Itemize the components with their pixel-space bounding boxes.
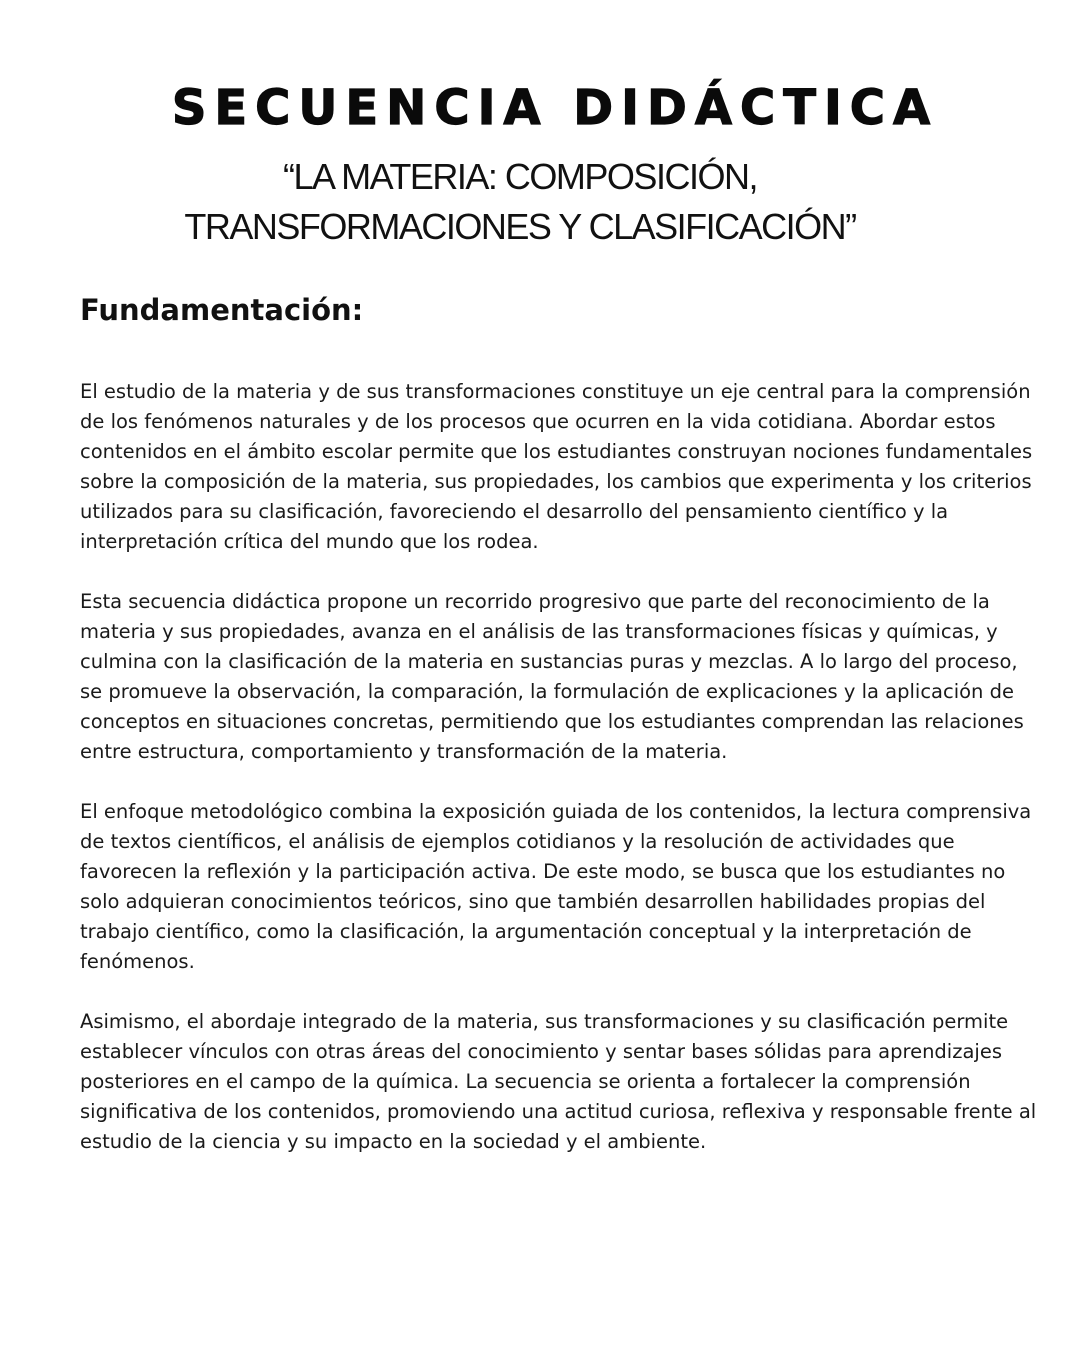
subtitle-line-2: TRANSFORMACIONES Y CLASIFICACIÓN” bbox=[184, 206, 856, 247]
paragraph-1: El estudio de la materia y de sus transformaciones constituye un eje central para la comprensión de los fenómenos naturales y de los procesos que ocurren en la vida cotidiana. Abordar estos contenidos en el ámbito escolar permite que los estudiantes construyan nociones fundamentales sobre la composición de la materia, sus propiedades, los cambios que experimenta y los criterios utilizados para su clasificación, favoreciendo el desarrollo del pensamiento científico y la interpretación crítica del mundo que los rodea. bbox=[80, 380, 1033, 553]
paragraph-2: Esta secuencia didáctica propone un recorrido progresivo que parte del reconocimiento de la materia y sus propiedades, avanza en el análisis de las transformaciones físicas y químicas, y culmina con la clasificación de la materia en sustancias puras y mezclas. A lo largo del proceso, se promueve la observación, la comparación, la formulación de explicaciones y la aplicación de conceptos en situaciones concretas, permitiendo que los estudiantes comprendan las relaciones entre estructura, comportamiento y transformación de la materia. bbox=[80, 590, 1024, 763]
document-title: SECUENCIA DIDÁCTICA bbox=[171, 80, 939, 136]
document-subtitle bbox=[0, 152, 1040, 252]
paragraph-4: Asimismo, el abordaje integrado de la materia, sus transformaciones y su clasificación permite establecer vínculos con otras áreas del conocimiento y sentar bases sólidas para aprendizajes posteriores en el campo de la química. La secuencia se orienta a fortalecer la comprensión significativa de los contenidos, promoviendo una actitud curiosa, reflexiva y responsable frente al estudio de la ciencia y su impacto en la sociedad y el ambiente. bbox=[80, 1010, 1037, 1153]
body-text bbox=[80, 377, 1040, 1187]
section-heading: Fundamentación: bbox=[80, 293, 364, 327]
subtitle-line-1: “LA MATERIA: COMPOSICIÓN, bbox=[283, 156, 757, 197]
paragraph-3: El enfoque metodológico combina la exposición guiada de los contenidos, la lectura comprensiva de textos científicos, el análisis de ejemplos cotidianos y la resolución de actividades que favorecen la reflexión y la participación activa. De este modo, se busca que los estudiantes no solo adquieran conocimientos teóricos, sino que también desarrollen habilidades propias del trabajo científico, como la clasificación, la argumentación conceptual y la interpretación de fenómenos. bbox=[80, 800, 1032, 973]
